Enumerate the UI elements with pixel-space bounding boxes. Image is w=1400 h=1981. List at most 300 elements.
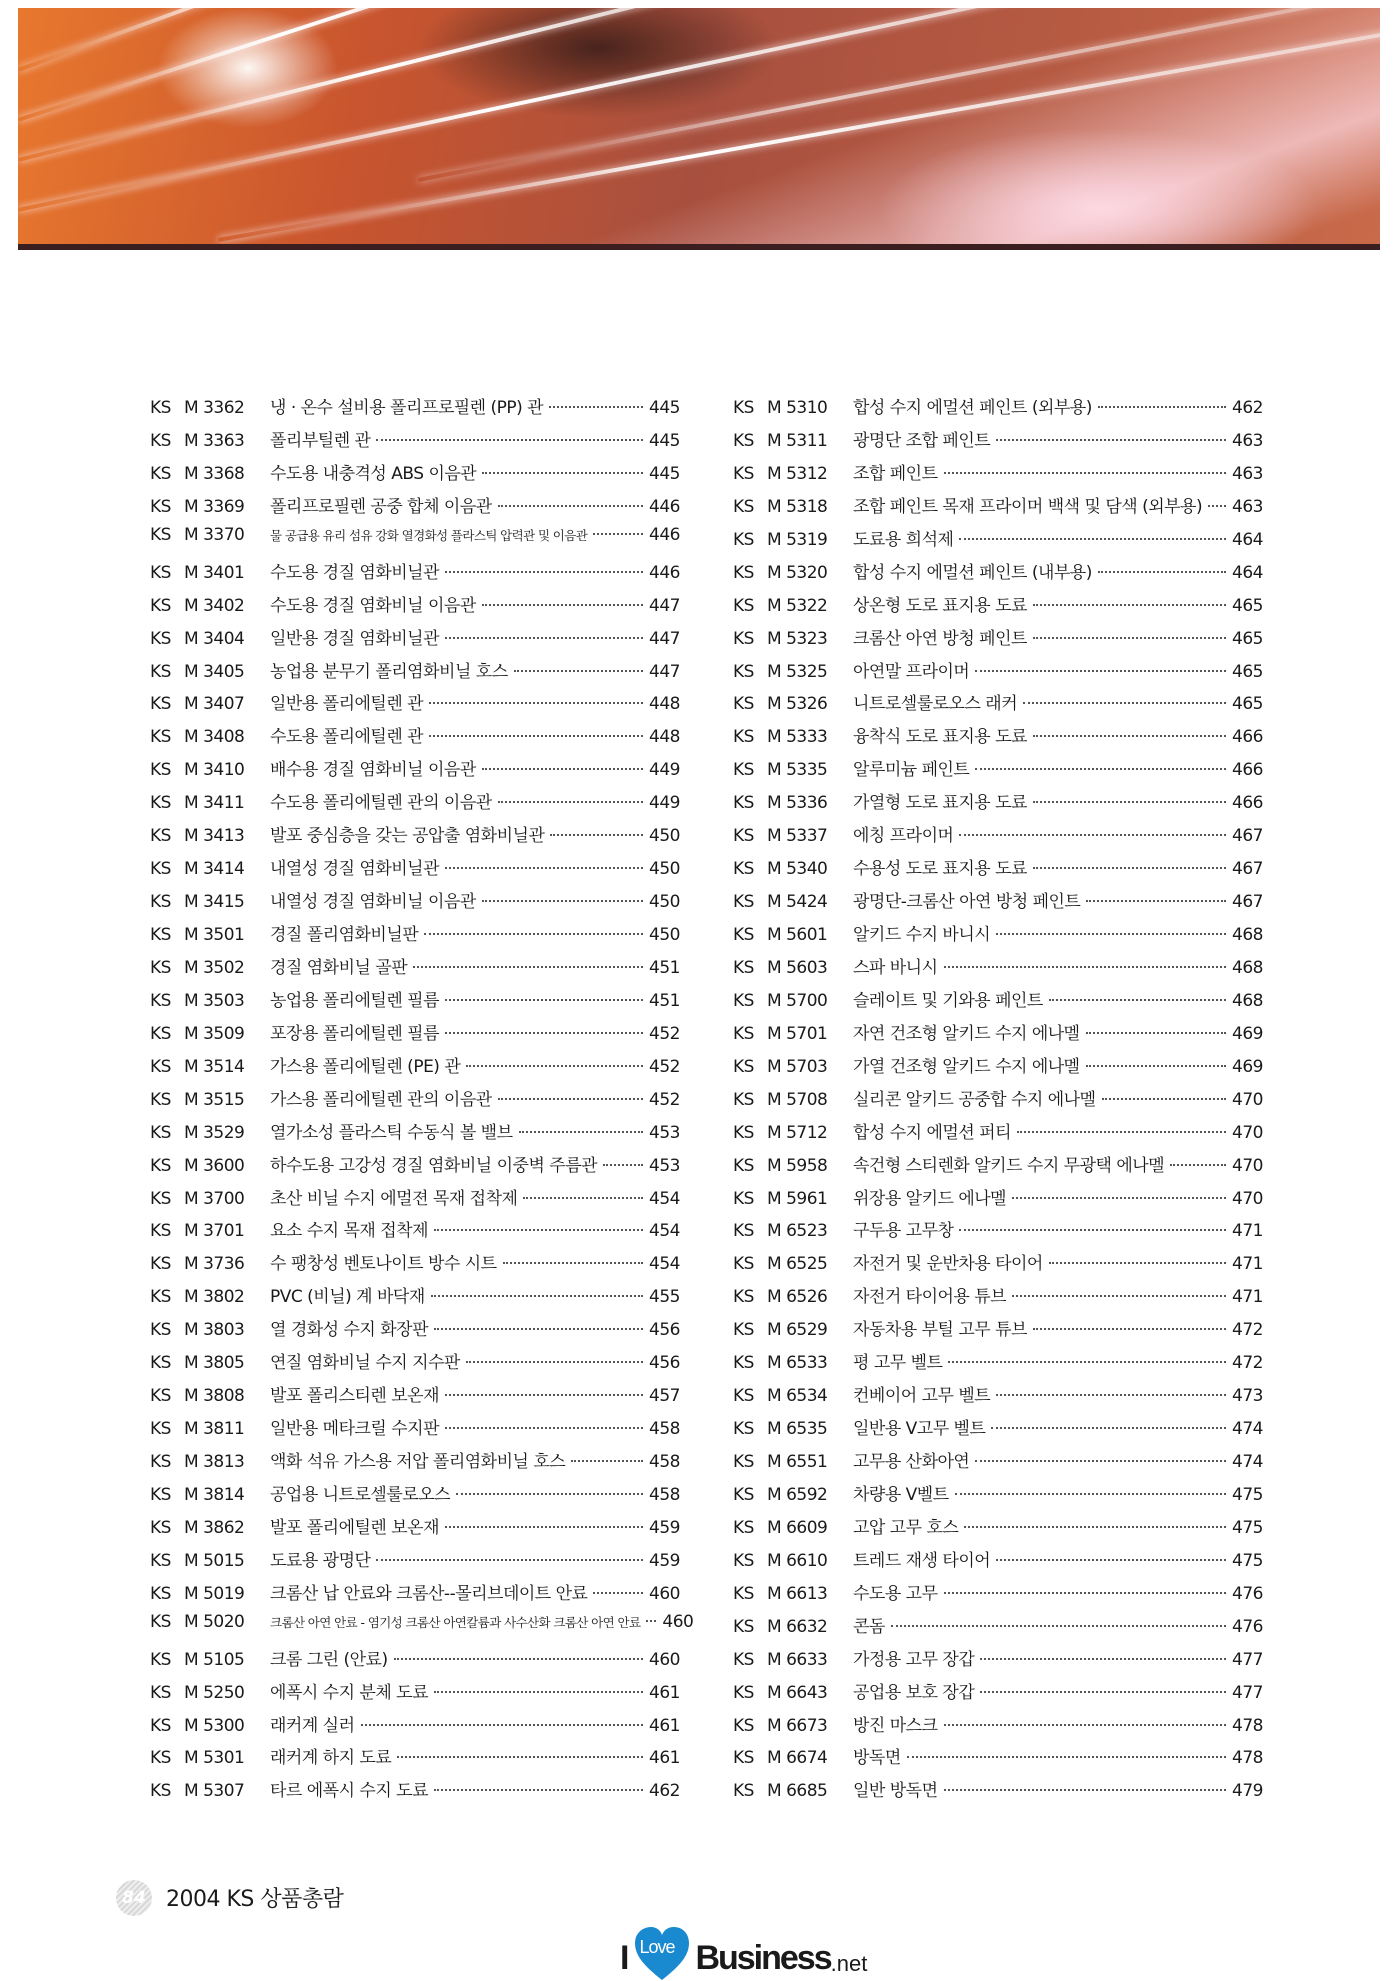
dot-leader — [975, 1460, 1226, 1462]
standard-prefix: KS — [733, 1682, 754, 1703]
entry-title: 경질 염화비닐 골판 — [270, 957, 408, 978]
standard-prefix: KS — [733, 1616, 754, 1637]
dot-leader — [498, 801, 643, 803]
standard-prefix: KS — [150, 1484, 171, 1505]
index-entry — [733, 1678, 1263, 1711]
standard-prefix: KS — [150, 793, 171, 814]
standard-code: M 3363 — [184, 430, 245, 451]
standard-prefix: KS — [150, 892, 171, 913]
dot-leader — [944, 472, 1227, 474]
standard-prefix: KS — [733, 694, 754, 715]
standard-prefix: KS — [150, 1649, 171, 1670]
page-reference: 456 — [649, 1320, 680, 1341]
entry-title: 실리콘 알키드 공중합 수지 에나멜 — [853, 1089, 1096, 1110]
standard-prefix: KS — [733, 430, 754, 451]
standard-prefix: KS — [150, 1517, 171, 1538]
standard-code: M 6526 — [767, 1287, 828, 1308]
standard-code: M 5424 — [767, 892, 828, 913]
standard-code: M 3402 — [184, 595, 245, 616]
dot-leader — [980, 1691, 1226, 1693]
index-entry — [150, 1743, 680, 1776]
index-entry — [733, 1118, 1263, 1151]
standard-code: M 5300 — [184, 1715, 245, 1736]
entry-title: 가스용 폴리에틸렌 관의 이음관 — [270, 1089, 492, 1110]
index-entry — [150, 492, 680, 525]
entry-title: 조합 페인트 목재 프라이머 백색 및 담색 (외부용) — [853, 496, 1203, 517]
page-number-badge: 84 — [116, 1880, 152, 1916]
dot-leader — [413, 966, 643, 968]
dot-leader — [498, 505, 643, 507]
page-reference: 450 — [649, 859, 680, 880]
standard-code: M 3502 — [184, 957, 245, 978]
page-reference: 454 — [649, 1221, 680, 1242]
entry-title: 광명단-크롬산 아연 방청 페인트 — [853, 892, 1081, 913]
standard-prefix: KS — [733, 1221, 754, 1242]
entry-title: 일반용 경질 염화비닐관 — [270, 628, 440, 649]
index-entry — [150, 887, 680, 920]
standard-prefix: KS — [733, 398, 754, 418]
index-entry — [150, 624, 680, 657]
dot-leader — [376, 439, 643, 441]
index-entry — [150, 722, 680, 755]
dot-leader — [549, 406, 643, 408]
standard-prefix: KS — [150, 859, 171, 880]
page-reference: 473 — [1232, 1386, 1263, 1407]
dot-leader — [431, 1295, 643, 1297]
page-reference: 462 — [649, 1781, 680, 1802]
standard-prefix: KS — [150, 1221, 171, 1242]
standard-code: M 5311 — [767, 430, 828, 451]
entry-title: 열 경화성 수지 화장판 — [270, 1320, 429, 1341]
page-reference: 476 — [1232, 1616, 1263, 1637]
index-entry — [733, 393, 1263, 426]
standard-prefix: KS — [150, 1353, 171, 1374]
standard-code: M 3736 — [184, 1254, 245, 1275]
page-reference: 445 — [649, 398, 680, 418]
dot-leader — [1208, 505, 1226, 507]
dot-leader — [482, 604, 643, 606]
entry-title: 합성 수지 에멀션 퍼티 — [853, 1122, 1012, 1143]
dot-leader — [975, 670, 1226, 672]
standard-code: M 3600 — [184, 1155, 245, 1176]
page-reference: 449 — [649, 793, 680, 814]
index-entry — [150, 1052, 680, 1085]
index-entry — [733, 426, 1263, 459]
dot-leader — [434, 1328, 643, 1330]
index-entry — [150, 1678, 680, 1711]
entry-title: 초산 비닐 수지 에멀젼 목재 접착제 — [270, 1188, 518, 1209]
standard-code: M 5323 — [767, 628, 828, 649]
standard-code: M 3370 — [184, 524, 245, 545]
page-reference: 450 — [649, 925, 680, 945]
dot-leader — [394, 1658, 643, 1660]
entry-title: 폴리부틸렌 관 — [270, 430, 371, 451]
standard-prefix: KS — [733, 1452, 754, 1472]
standard-prefix: KS — [150, 694, 171, 715]
index-entry — [733, 1348, 1263, 1381]
standard-code: M 5320 — [767, 562, 828, 583]
standard-code: M 5312 — [767, 463, 828, 484]
entry-title: 도료용 희석제 — [853, 529, 954, 550]
page-reference: 452 — [649, 1056, 680, 1077]
standard-code: M 5335 — [767, 760, 828, 781]
standard-code: M 6633 — [767, 1649, 828, 1670]
dot-leader — [445, 999, 643, 1001]
dot-leader — [996, 439, 1226, 441]
dot-leader — [434, 1789, 643, 1791]
index-entry — [733, 624, 1263, 657]
index-entry — [150, 1348, 680, 1381]
entry-title: 크롬산 아연 안료 - 염기성 크롬산 아연칼륨과 사수산화 크롬산 아연 안료 — [270, 1614, 641, 1630]
index-entry — [733, 1743, 1263, 1776]
page-reference: 466 — [1232, 760, 1263, 781]
standard-code: M 3814 — [184, 1484, 245, 1505]
index-entry — [733, 854, 1263, 887]
standard-code: M 6551 — [767, 1452, 828, 1472]
page-reference: 477 — [1232, 1649, 1263, 1670]
dot-leader — [1102, 1098, 1227, 1100]
index-entry — [733, 1085, 1263, 1118]
entry-title: 배수용 경질 염화비닐 이음관 — [270, 760, 476, 781]
standard-code: M 3411 — [184, 793, 245, 814]
entry-title: 하수도용 고강성 경질 염화비닐 이중벽 주름관 — [270, 1155, 598, 1176]
entry-title: 공업용 니트로셀룰로오스 — [270, 1484, 451, 1505]
standard-code: M 6523 — [767, 1221, 828, 1242]
dot-leader — [959, 538, 1226, 540]
standard-code: M 6609 — [767, 1517, 828, 1538]
standard-code: M 6525 — [767, 1254, 828, 1275]
entry-title: 가스용 폴리에틸렌 (PE) 관 — [270, 1056, 461, 1077]
standard-code: M 5336 — [767, 793, 828, 814]
index-entry — [150, 1645, 680, 1678]
page-reference: 452 — [649, 1023, 680, 1044]
index-entry — [733, 1776, 1263, 1809]
dot-leader — [434, 1229, 643, 1231]
dot-leader — [955, 1493, 1226, 1495]
dot-leader — [944, 1592, 1227, 1594]
index-entry — [733, 722, 1263, 755]
standard-code: M 5961 — [767, 1188, 828, 1209]
dot-leader — [593, 533, 643, 535]
banner-divider — [18, 244, 1380, 250]
logo-net: .net — [830, 1951, 868, 1976]
index-entry — [150, 1184, 680, 1217]
index-entry — [733, 1711, 1263, 1744]
page-reference: 467 — [1232, 859, 1263, 880]
standard-code: M 5708 — [767, 1089, 828, 1110]
standard-code: M 5340 — [767, 859, 828, 880]
standard-prefix: KS — [733, 595, 754, 616]
standard-code: M 5326 — [767, 694, 828, 715]
standard-code: M 3368 — [184, 463, 245, 484]
index-entry — [150, 1019, 680, 1052]
dot-leader — [991, 1427, 1226, 1429]
entry-title: 크롬산 납 안료와 크롬산--몰리브데이트 안료 — [270, 1583, 588, 1604]
page-reference: 469 — [1232, 1056, 1263, 1077]
standard-prefix: KS — [150, 1419, 171, 1440]
page-reference: 465 — [1232, 595, 1263, 616]
page-reference: 453 — [649, 1122, 680, 1143]
entry-title: 합성 수지 에멀션 페인트 (외부용) — [853, 398, 1092, 418]
index-entry — [150, 1480, 680, 1513]
index-column-left — [150, 393, 694, 1809]
standard-prefix: KS — [150, 430, 171, 451]
entry-title: 가열형 도로 표지용 도료 — [853, 793, 1027, 814]
entry-title: 크롬산 아연 방청 페인트 — [853, 628, 1027, 649]
standard-code: M 5958 — [767, 1155, 828, 1176]
standard-prefix: KS — [150, 1682, 171, 1703]
dot-leader — [1086, 900, 1226, 902]
standard-prefix: KS — [733, 1056, 754, 1077]
entry-title: 발포 중심층을 갖는 공압출 염화비닐관 — [270, 826, 545, 847]
dot-leader — [445, 1427, 643, 1429]
page-reference: 462 — [1232, 398, 1263, 418]
dot-leader — [948, 1361, 1226, 1363]
entry-title: 일반용 메타크릴 수지판 — [270, 1419, 440, 1440]
dot-leader — [1033, 1328, 1226, 1330]
standard-prefix: KS — [733, 1287, 754, 1308]
dot-leader — [466, 1361, 643, 1363]
standard-code: M 3415 — [184, 892, 245, 913]
page-reference: 471 — [1232, 1221, 1263, 1242]
dot-leader — [1033, 604, 1226, 606]
index-entry — [150, 1776, 680, 1809]
dot-leader — [1098, 571, 1226, 573]
dot-leader — [996, 933, 1226, 935]
entry-title: 연질 염화비닐 수지 지수판 — [270, 1353, 460, 1374]
dot-leader — [523, 1197, 643, 1199]
page-reference: 460 — [649, 1649, 680, 1670]
index-entry — [733, 1381, 1263, 1414]
page-reference: 451 — [649, 990, 680, 1011]
index-entry — [733, 1151, 1263, 1184]
page-reference: 458 — [649, 1419, 680, 1440]
standard-code: M 5337 — [767, 826, 828, 847]
index-entry — [150, 459, 680, 492]
page-reference: 464 — [1232, 529, 1263, 550]
index-entry — [733, 1579, 1263, 1612]
entry-title: 콘돔 — [853, 1616, 885, 1637]
index-entry — [733, 821, 1263, 854]
dot-leader — [1098, 406, 1226, 408]
standard-code: M 3405 — [184, 661, 245, 682]
standard-code: M 3811 — [184, 1419, 245, 1440]
standard-prefix: KS — [733, 1155, 754, 1176]
page-reference: 461 — [649, 1682, 680, 1703]
dot-leader — [482, 768, 643, 770]
dot-leader — [980, 1658, 1226, 1660]
dot-leader — [445, 637, 643, 639]
index-entry — [150, 1579, 680, 1612]
index-entry — [733, 591, 1263, 624]
entry-title: 자전거 및 운반차용 타이어 — [853, 1254, 1043, 1275]
standard-code: M 3529 — [184, 1122, 245, 1143]
entry-title: 니트로셀룰로오스 래커 — [853, 694, 1018, 715]
standard-prefix: KS — [150, 826, 171, 847]
dot-leader — [429, 735, 643, 737]
page-reference: 474 — [1232, 1419, 1263, 1440]
dot-leader — [603, 1164, 643, 1166]
standard-prefix: KS — [733, 1254, 754, 1275]
standard-code: M 3802 — [184, 1287, 245, 1308]
standard-prefix: KS — [733, 1715, 754, 1736]
index-entry — [150, 755, 680, 788]
entry-title: 수용성 도로 표지용 도료 — [853, 859, 1027, 880]
standard-prefix: KS — [733, 727, 754, 748]
entry-title: 수도용 경질 염화비닐 이음관 — [270, 595, 476, 616]
standard-prefix: KS — [733, 1583, 754, 1604]
page-reference: 466 — [1232, 793, 1263, 814]
standard-prefix: KS — [150, 661, 171, 682]
index-entry — [150, 1085, 680, 1118]
page-reference: 446 — [649, 562, 680, 583]
standard-code: M 3362 — [184, 398, 245, 418]
index-entry — [733, 525, 1263, 558]
dot-leader — [445, 867, 643, 869]
index-entry — [733, 1315, 1263, 1348]
page-reference: 448 — [649, 727, 680, 748]
page-reference: 477 — [1232, 1682, 1263, 1703]
entry-title: 에폭시 수지 분체 도료 — [270, 1682, 429, 1703]
entry-title: 고압 고무 호스 — [853, 1517, 959, 1538]
index-entry — [150, 1216, 680, 1249]
index-entry — [150, 1282, 680, 1315]
standard-prefix: KS — [150, 595, 171, 616]
entry-title: 고무용 산화아연 — [853, 1452, 970, 1472]
entry-title: 트레드 재생 타이어 — [853, 1550, 991, 1571]
dot-leader — [482, 472, 643, 474]
entry-title: 냉 · 온수 설비용 폴리프로필렌 (PP) 관 — [270, 398, 544, 418]
standard-prefix: KS — [733, 1649, 754, 1670]
standard-code: M 5020 — [184, 1611, 245, 1632]
standard-prefix: KS — [150, 496, 171, 517]
standard-code: M 5105 — [184, 1649, 245, 1670]
page-reference: 446 — [649, 524, 680, 545]
index-entry — [150, 953, 680, 986]
standard-code: M 3413 — [184, 826, 245, 847]
entry-title: 물 공급용 유리 섬유 강화 열경화성 플라스틱 압력관 및 이음관 — [270, 527, 588, 543]
entry-title: 일반용 폴리에틸렌 관 — [270, 694, 424, 715]
dot-leader — [361, 1724, 644, 1726]
index-entry — [733, 657, 1263, 690]
entry-title: 구두용 고무창 — [853, 1221, 954, 1242]
standard-prefix: KS — [733, 957, 754, 978]
standard-code: M 5322 — [767, 595, 828, 616]
standard-code: M 6632 — [767, 1616, 828, 1637]
page-reference: 457 — [649, 1386, 680, 1407]
dot-leader — [1033, 867, 1226, 869]
standard-prefix: KS — [150, 760, 171, 781]
entry-title: PVC (비닐) 계 바닥재 — [270, 1287, 425, 1308]
page-reference: 446 — [649, 496, 680, 517]
index-entry — [150, 1611, 694, 1645]
page-reference: 479 — [1232, 1781, 1263, 1802]
page-reference: 447 — [649, 595, 680, 616]
index-entry — [733, 689, 1263, 722]
entry-title: 에칭 프라이머 — [853, 826, 954, 847]
standard-code: M 6643 — [767, 1682, 828, 1703]
dot-leader — [445, 1526, 643, 1528]
standard-prefix: KS — [150, 562, 171, 583]
page-reference: 474 — [1232, 1452, 1263, 1472]
index-entry — [150, 393, 680, 426]
index-entry — [733, 1546, 1263, 1579]
dot-leader — [959, 834, 1226, 836]
standard-prefix: KS — [733, 760, 754, 781]
index-entry — [733, 986, 1263, 1019]
page-reference: 453 — [649, 1155, 680, 1176]
standard-prefix: KS — [150, 925, 171, 945]
logo-love: Love — [639, 1937, 675, 1957]
index-entry — [733, 1216, 1263, 1249]
dot-leader — [1023, 702, 1226, 704]
standard-code: M 3408 — [184, 727, 245, 748]
standard-code: M 5700 — [767, 990, 828, 1011]
entry-title: 방진 마스크 — [853, 1715, 938, 1736]
standard-prefix: KS — [733, 892, 754, 913]
entry-title: 수도용 내충격성 ABS 이음관 — [270, 463, 477, 484]
page-reference: 465 — [1232, 628, 1263, 649]
heart-icon — [633, 1925, 691, 1975]
entry-title: 자동차용 부틸 고무 튜브 — [853, 1320, 1027, 1341]
index-entry — [150, 1546, 680, 1579]
page-reference: 458 — [649, 1484, 680, 1505]
standard-code: M 3803 — [184, 1320, 245, 1341]
entry-title: 래커계 실러 — [270, 1715, 355, 1736]
page-reference: 456 — [649, 1353, 680, 1374]
page-reference: 471 — [1232, 1287, 1263, 1308]
dot-leader — [503, 1262, 643, 1264]
dot-leader — [1012, 1295, 1226, 1297]
standard-prefix: KS — [150, 524, 171, 545]
entry-title: 일반용 V고무 벨트 — [853, 1419, 986, 1440]
index-entry — [150, 591, 680, 624]
index-entry — [150, 920, 680, 953]
index-entry — [733, 1249, 1263, 1282]
entry-title: 농업용 분무기 폴리염화비닐 호스 — [270, 661, 508, 682]
dot-leader — [456, 1493, 643, 1495]
dot-leader — [519, 1131, 644, 1133]
standard-code: M 6529 — [767, 1320, 828, 1341]
index-entry — [150, 1118, 680, 1151]
ilovebusiness-logo — [620, 1925, 867, 1975]
page-reference: 448 — [649, 694, 680, 715]
entry-title: 도료용 광명단 — [270, 1550, 371, 1571]
standard-prefix: KS — [150, 990, 171, 1011]
index-entry — [733, 1282, 1263, 1315]
entry-title: 농업용 폴리에틸렌 필름 — [270, 990, 440, 1011]
dot-leader — [445, 1394, 643, 1396]
page-reference: 460 — [649, 1583, 680, 1604]
page-reference: 469 — [1232, 1023, 1263, 1044]
page-reference: 478 — [1232, 1748, 1263, 1769]
dot-leader — [1170, 1164, 1226, 1166]
index-entry — [733, 1184, 1263, 1217]
standard-code: M 3862 — [184, 1517, 245, 1538]
dot-leader — [964, 1526, 1226, 1528]
entry-title: 래커계 하지 도료 — [270, 1748, 392, 1769]
standard-code: M 3401 — [184, 562, 245, 583]
standard-code: M 6674 — [767, 1748, 828, 1769]
dot-leader — [1086, 1065, 1226, 1067]
dot-leader — [944, 1789, 1227, 1791]
standard-prefix: KS — [733, 529, 754, 550]
standard-code: M 5319 — [767, 529, 828, 550]
index-entry — [733, 1480, 1263, 1513]
entry-title: 자연 건조형 알키드 수지 에나멜 — [853, 1023, 1080, 1044]
standard-code: M 3414 — [184, 859, 245, 880]
standard-prefix: KS — [150, 1320, 171, 1341]
